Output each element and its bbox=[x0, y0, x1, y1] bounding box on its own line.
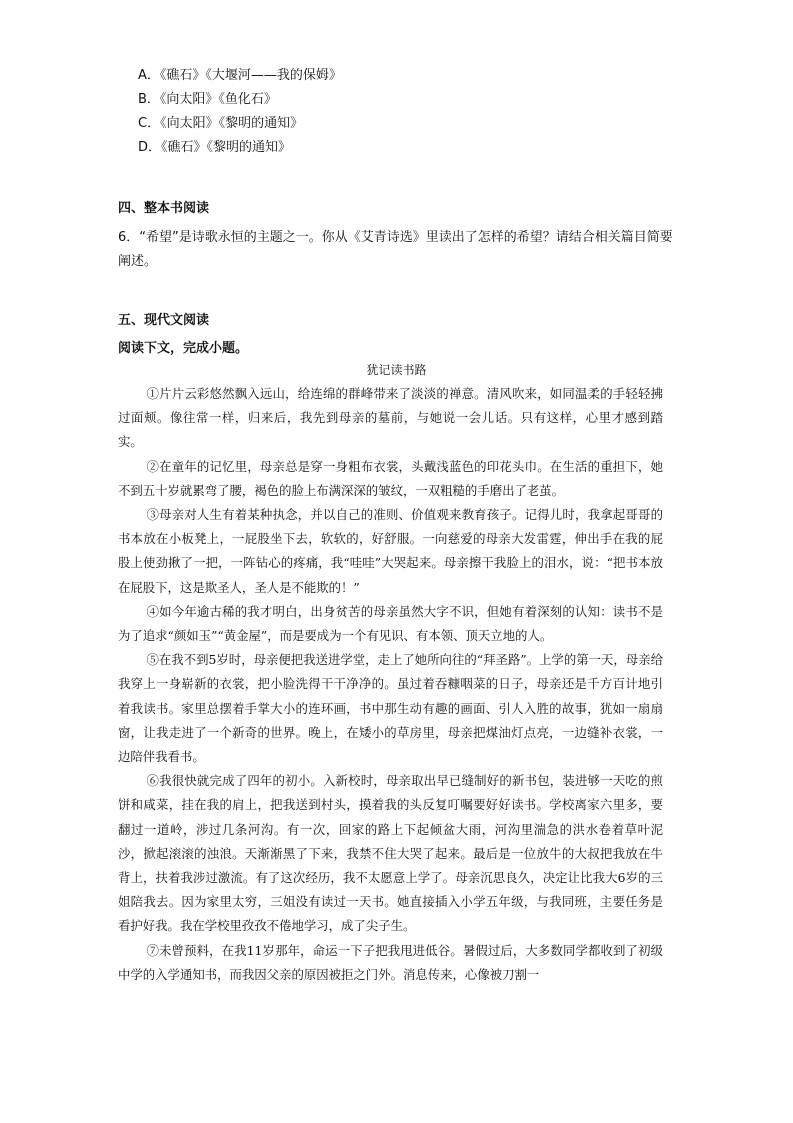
reading-instruction: 阅读下文，完成小题。 bbox=[118, 341, 249, 356]
article-title: 犹记读书路 bbox=[366, 363, 427, 377]
option-d: D．《礁石》《黎明的通知》 bbox=[138, 140, 292, 155]
option-c: C．《向太阳》《黎明的通知》 bbox=[138, 116, 304, 131]
article-paragraph: ④如今年逾古稀的我才明白，出身贫苦的母亲虽然大字不识，但她有着深刻的认知：读书不是为了追求“颜如玉”“黄金屋”，而是要成为一个有见识、有本领、顶天立地的人。 bbox=[118, 603, 663, 644]
option-a: A．《礁石》《大堰河——我的保姆》 bbox=[138, 68, 342, 83]
article-paragraph: ①片片云彩悠然飘入远山，给连绵的群峰带来了淡淡的禅意。清风吹来，如同温柔的手轻轻拂过面颊。像往常一样，归来后，我先到母亲的墓前，与她说一会儿话。只有这样，心里才感到踏实。 bbox=[118, 386, 663, 450]
option-b: B．《向太阳》《鱼化石》 bbox=[138, 92, 277, 107]
article-paragraph: ⑦未曾预料，在我11岁那年，命运一下子把我甩进低谷。暑假过后，大多数同学都收到了初级中学的入学通知书，而我因父亲的原因被拒之门外。消息传来，心像被刀割一 bbox=[118, 942, 663, 982]
article-body bbox=[118, 382, 663, 987]
section-heading-modern-text: 五、现代文阅读 bbox=[118, 313, 210, 328]
section-heading-whole-book: 四、整本书阅读 bbox=[118, 201, 210, 216]
article-paragraph: ③母亲对人生有着某种执念，并以自己的准则、价值观来教育孩子。记得儿时，我拿起哥哥的书本放在小板凳上，一屁股坐下去，软软的，好舒服。一向慈爱的母亲大发雷霆，伸出手在我的屁股上使劲揪了一把，一阵钻心的疼痛，我“哇哇”大哭起来。母亲擦干我脸上的泪水，说：“把书本放在屁股下，这是欺圣人，圣人是不能欺的！” bbox=[118, 507, 663, 595]
article-paragraph: ⑥我很快就完成了四年的初小。入新校时，母亲取出早已缝制好的新书包，装进够一天吃的煎饼和咸菜，挂在我的肩上，把我送到村头，摸着我的头反复叮嘱要好好读书。学校离家六里多，要翻过一道岭，涉过几条河沟。有一次，回家的路上下起倾盆大雨，河沟里湍急的洪水卷着草叶泥沙，掀起滚滚的浊浪。天渐渐黑了下来，我禁不住大哭了起来。最后是一位放牛的大叔把我放在牛背上，扶着我涉过激流。有了这次经历，我不太愿意上学了。母亲沉思良久，决定让比我大6岁的三姐陪我去。因为家里太穷，三姐没有读过一天书。她直接插入小学五年级，与我同班，主要任务是看护好我。我在学校里孜孜不倦地学习，成了尖子生。 bbox=[118, 773, 663, 934]
article-paragraph: ⑤在我不到5岁时，母亲便把我送进学堂，走上了她所向往的“拜圣路”。上学的第一天，母亲给我穿上一身崭新的衣裳，把小脸洗得干干净净的。虽过着吞糠咽菜的日子，母亲还是千方百计地引着我读书。家里总摆着手掌大小的连环画，书中那生动有趣的画面、引人入胜的故事，犹如一扇扇窗，让我走进了一个新奇的世界。晚上，在矮小的草房里，母亲把煤油灯点亮，一边缝补衣裳，一边陪伴我看书。 bbox=[118, 652, 663, 765]
question-6: 6．“希望”是诗歌永恒的主题之一。你从《艾青诗选》里读出了怎样的希望？请结合相关篇目简要阐述。 bbox=[118, 230, 673, 269]
article-paragraph: ②在童年的记忆里，母亲总是穿一身粗布衣裳，头戴浅蓝色的印花头巾。在生活的重担下，她不到五十岁就累弯了腰，褐色的脸上布满深深的皱纹，一双粗糙的手磨出了老茧。 bbox=[118, 458, 663, 498]
